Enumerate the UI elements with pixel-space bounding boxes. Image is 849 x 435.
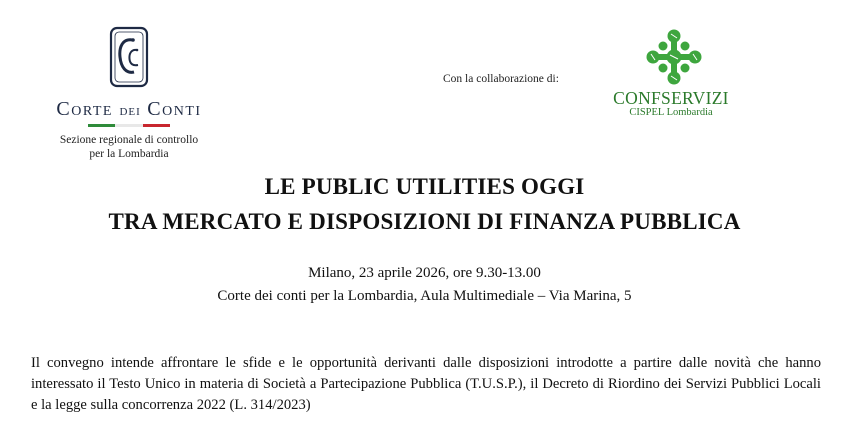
event-place: Corte dei conti per la Lombardia, Aula Multimediale – Via Marina, 5 [217, 288, 632, 304]
event-description: Il convegno intende affrontare le sfide e le opportunità derivanti dalle disposizioni introdotte a partire dalle novità che hanno interessato il Testo Unico in materia di Società a Partecipazione Pubblica (T.U.S.P.), il Decreto di Riordino dei Servizi Pubblici Locali e la legge sulla concorrenza 2022 (L. 314/2023) [31, 355, 821, 413]
org-name-part2: dei [119, 103, 141, 119]
org-department [20, 133, 238, 161]
org-dept-line1: Sezione regionale di controllo [59, 134, 199, 146]
cc-monogram-icon [108, 26, 150, 88]
italian-flag-stripe [88, 124, 170, 127]
event-title-line2: TRA MERCATO E DISPOSIZIONI DI FINANZA PUBBLICA [108, 209, 741, 234]
collaboration-label: Con la collaborazione di: [443, 73, 559, 85]
confservizi-name: CONFSERVIZI [613, 88, 729, 108]
event-title-line1: LE PUBLIC UTILITIES OGGI [264, 174, 585, 199]
confservizi-cross-icon [645, 28, 703, 86]
corte-dei-conti-logo [108, 26, 150, 88]
org-name-part1: Corte [56, 98, 113, 120]
org-name-part3: Conti [147, 98, 202, 120]
confservizi-logo [645, 28, 703, 86]
org-dept-line2: per la Lombardia [89, 148, 169, 160]
org-name [0, 98, 258, 121]
confservizi-subtitle: CISPEL Lombardia [629, 107, 713, 118]
event-date: Milano, 23 aprile 2026, ore 9.30-13.00 [308, 265, 541, 281]
